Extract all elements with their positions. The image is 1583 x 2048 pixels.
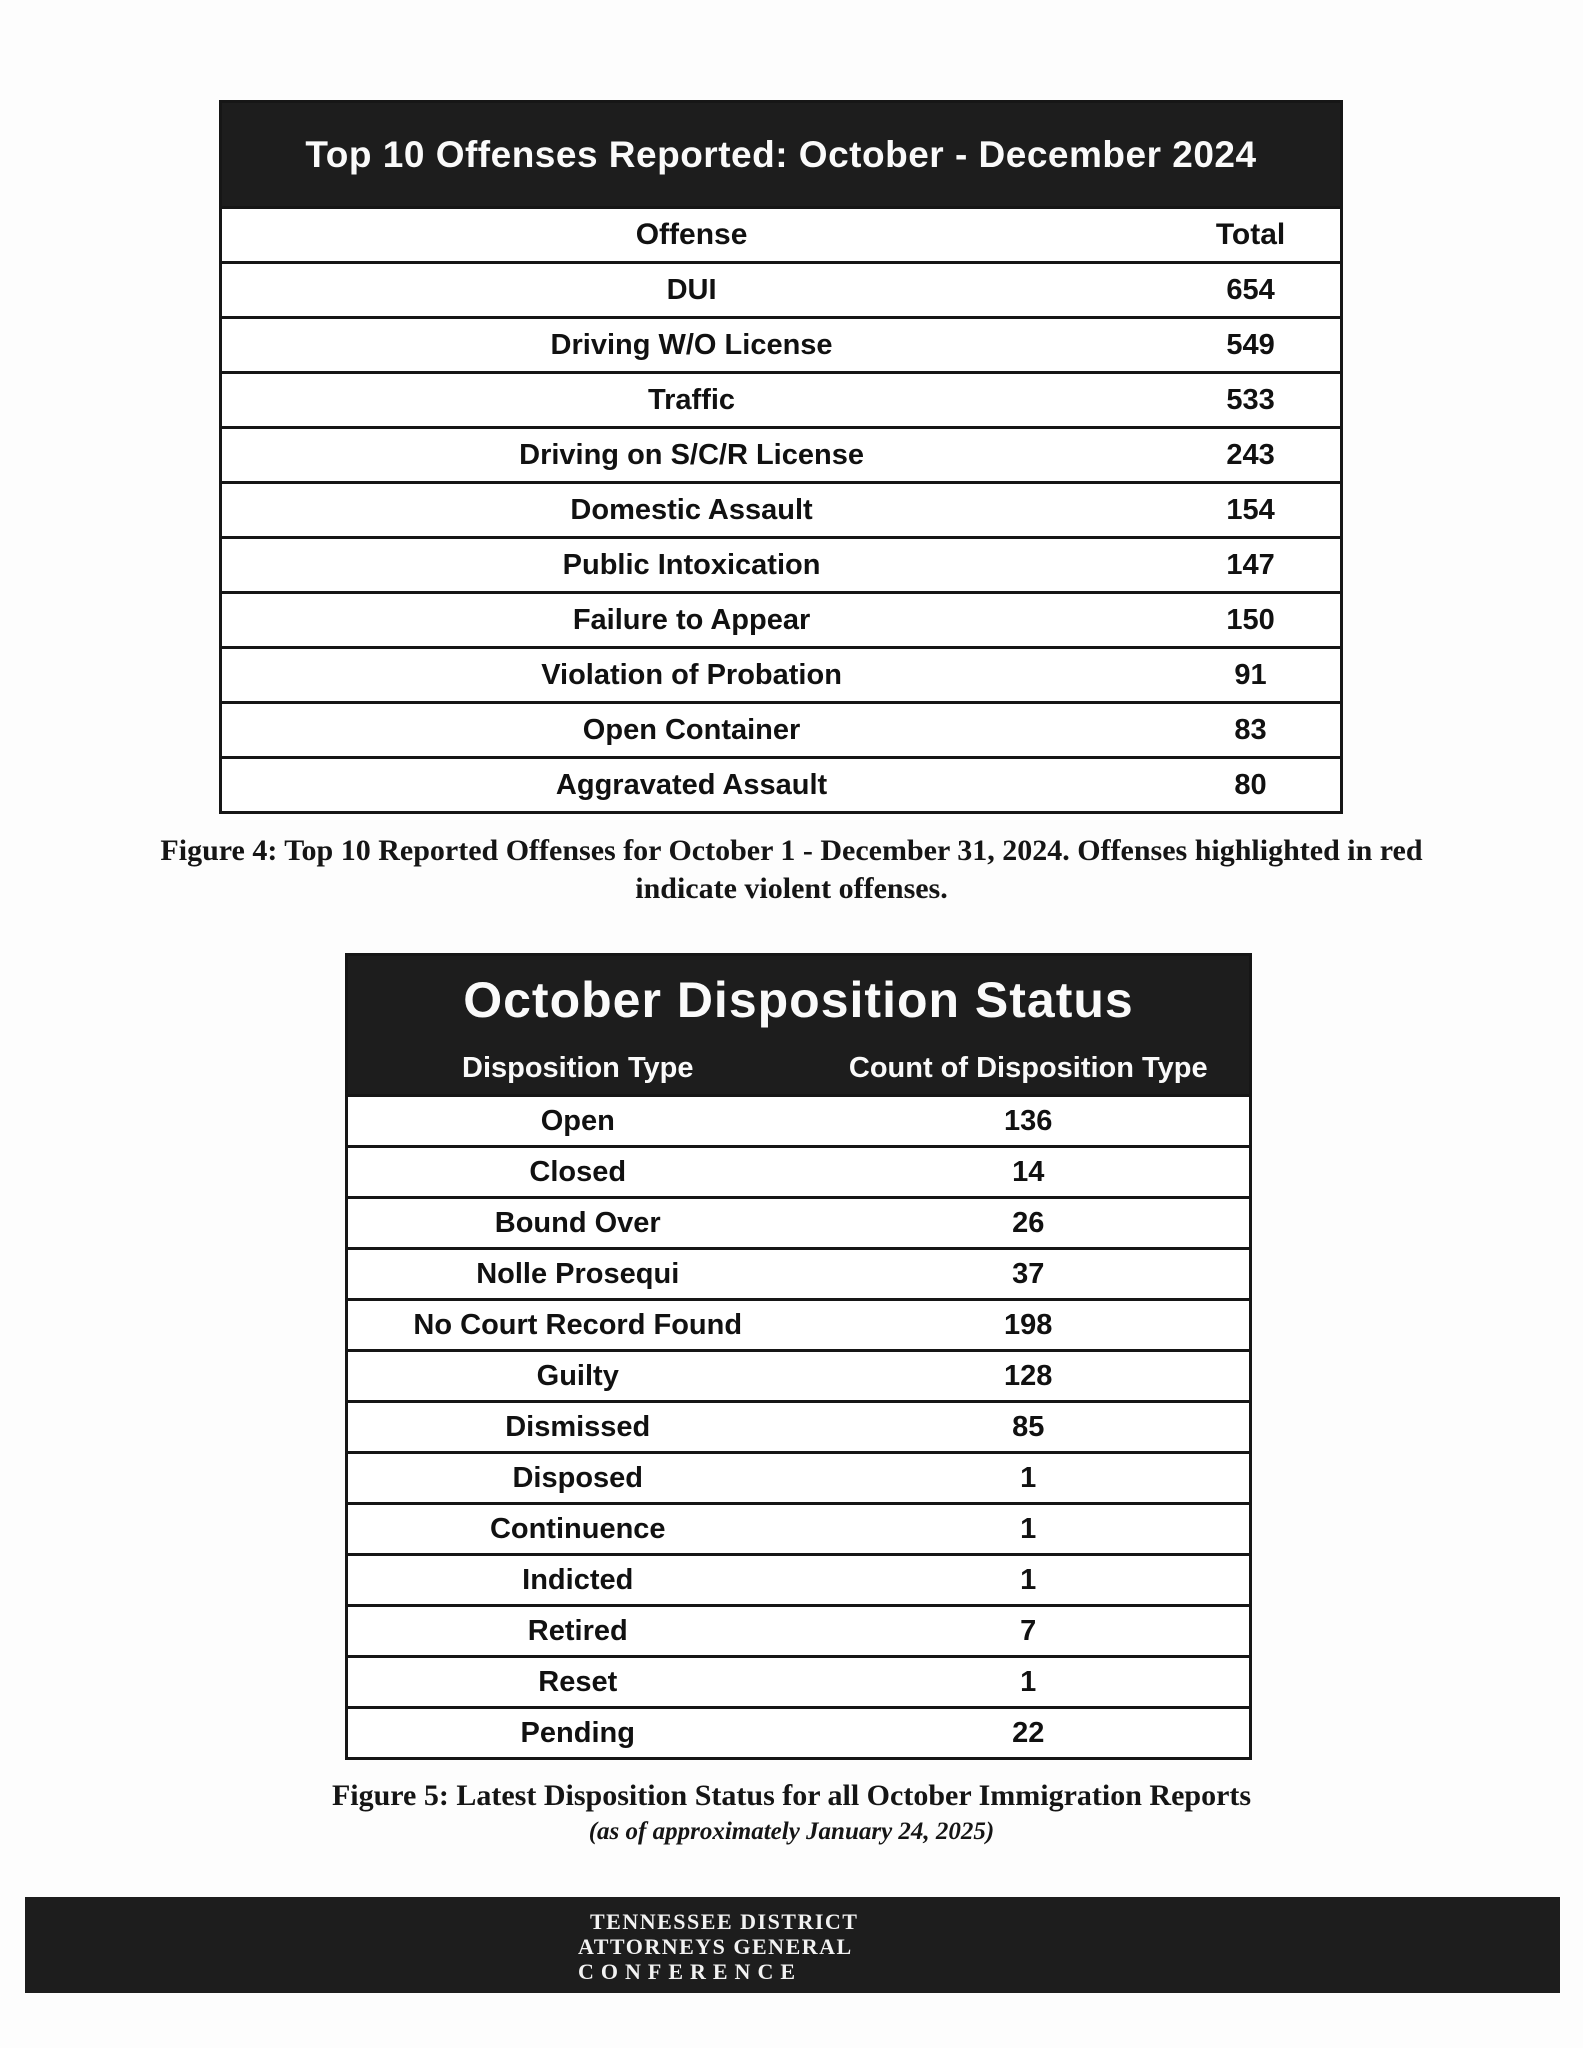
table-row xyxy=(222,426,1340,481)
table-row xyxy=(348,1094,1249,1145)
offense-column-header: Offense xyxy=(635,218,748,251)
figure4-caption-line1: Figure 4: Top 10 Reported Offenses for October 1 - December 31, 2024. Offenses highlighted in red xyxy=(160,834,1423,867)
table-row xyxy=(348,1451,1249,1502)
top-offenses-table xyxy=(219,100,1343,814)
total-cell: 150 xyxy=(1226,603,1275,636)
disposition-type-cell: Dismissed xyxy=(505,1410,651,1443)
total-cell: 243 xyxy=(1226,438,1275,471)
table-row xyxy=(348,1145,1249,1196)
count-column-header: Count of Disposition Type xyxy=(848,1052,1208,1084)
table-row xyxy=(348,1553,1249,1604)
disposition-type-cell: Retired xyxy=(527,1614,628,1647)
total-cell: 154 xyxy=(1226,493,1275,526)
table-row xyxy=(222,261,1340,316)
count-cell: 37 xyxy=(1012,1257,1045,1290)
table-header-row xyxy=(348,1043,1249,1094)
disposition-type-cell: Guilty xyxy=(536,1359,619,1392)
disposition-type-cell: No Court Record Found xyxy=(413,1308,743,1341)
offense-cell: Traffic xyxy=(648,383,736,416)
footer-bar xyxy=(25,1897,1560,1993)
disposition-type-cell: Disposed xyxy=(512,1461,644,1494)
table-row xyxy=(348,1349,1249,1400)
figure5-caption: Figure 5: Latest Disposition Status for all October Immigration Reports xyxy=(331,1779,1252,1812)
disposition-type-cell: Reset xyxy=(538,1665,618,1698)
offense-cell: Domestic Assault xyxy=(570,493,813,526)
offense-cell: Public Intoxication xyxy=(562,548,821,581)
table-row xyxy=(348,1247,1249,1298)
table-row xyxy=(222,481,1340,536)
table-row xyxy=(348,1502,1249,1553)
organization-name-line2: ATTORNEYS GENERAL xyxy=(578,1934,853,1959)
count-cell: 7 xyxy=(1020,1614,1037,1647)
figure4-caption xyxy=(0,832,1583,908)
offense-cell: Failure to Appear xyxy=(572,603,811,636)
total-cell: 654 xyxy=(1226,273,1275,306)
figure5-caption-subtext: (as of approximately January 24, 2025) xyxy=(588,1818,995,1845)
count-cell: 128 xyxy=(1004,1359,1053,1392)
disposition-status-table xyxy=(345,953,1252,1760)
count-cell: 198 xyxy=(1004,1308,1053,1341)
table-row xyxy=(222,536,1340,591)
table-row xyxy=(222,371,1340,426)
disposition-type-cell: Open xyxy=(540,1104,615,1137)
disposition-table-title: October Disposition Status xyxy=(348,956,1249,1043)
disposition-type-cell: Bound Over xyxy=(494,1206,661,1239)
table-row xyxy=(222,316,1340,371)
offense-cell: Driving on S/C/R License xyxy=(519,438,864,471)
count-cell: 26 xyxy=(1012,1206,1045,1239)
offense-cell: DUI xyxy=(666,273,717,306)
table-row xyxy=(222,591,1340,646)
total-cell: 147 xyxy=(1226,548,1275,581)
count-cell: 1 xyxy=(1020,1563,1037,1596)
total-cell: 83 xyxy=(1234,713,1267,746)
disposition-type-cell: Continuence xyxy=(489,1512,666,1545)
disposition-type-cell: Indicted xyxy=(522,1563,634,1596)
total-cell: 533 xyxy=(1226,383,1275,416)
total-cell: 91 xyxy=(1234,658,1267,691)
count-cell: 85 xyxy=(1012,1410,1045,1443)
figure4-caption-line2: indicate violent offenses. xyxy=(635,872,948,905)
table-row xyxy=(222,646,1340,701)
top-offenses-table-title: Top 10 Offenses Reported: October - December 2024 xyxy=(222,103,1340,206)
disposition-type-cell: Closed xyxy=(529,1155,627,1188)
count-cell: 14 xyxy=(1012,1155,1045,1188)
disposition-type-cell: Pending xyxy=(520,1716,635,1749)
total-cell: 80 xyxy=(1234,768,1267,801)
table-header-row xyxy=(222,206,1340,261)
offense-cell: Aggravated Assault xyxy=(555,768,828,801)
table-row xyxy=(348,1400,1249,1451)
disposition-type-cell: Nolle Prosequi xyxy=(476,1257,680,1290)
count-cell: 22 xyxy=(1012,1716,1045,1749)
total-column-header: Total xyxy=(1215,218,1286,251)
offense-cell: Driving W/O License xyxy=(550,328,833,361)
count-cell: 1 xyxy=(1020,1512,1037,1545)
organization-name-line1: TENNESSEE DISTRICT xyxy=(590,1909,859,1934)
table-row xyxy=(348,1706,1249,1757)
total-cell: 549 xyxy=(1226,328,1275,361)
count-cell: 136 xyxy=(1004,1104,1053,1137)
organization-name-line3: CONFERENCE xyxy=(578,1959,803,1984)
table-row xyxy=(222,701,1340,756)
count-cell: 1 xyxy=(1020,1461,1037,1494)
table-row xyxy=(348,1655,1249,1706)
disposition-type-column-header: Disposition Type xyxy=(462,1052,694,1084)
table-row xyxy=(348,1196,1249,1247)
table-row xyxy=(348,1604,1249,1655)
count-cell: 1 xyxy=(1020,1665,1037,1698)
table-row xyxy=(222,756,1340,811)
offense-cell: Open Container xyxy=(582,713,801,746)
offense-cell: Violation of Probation xyxy=(541,658,842,691)
table-row xyxy=(348,1298,1249,1349)
organization-name xyxy=(578,1909,858,1984)
